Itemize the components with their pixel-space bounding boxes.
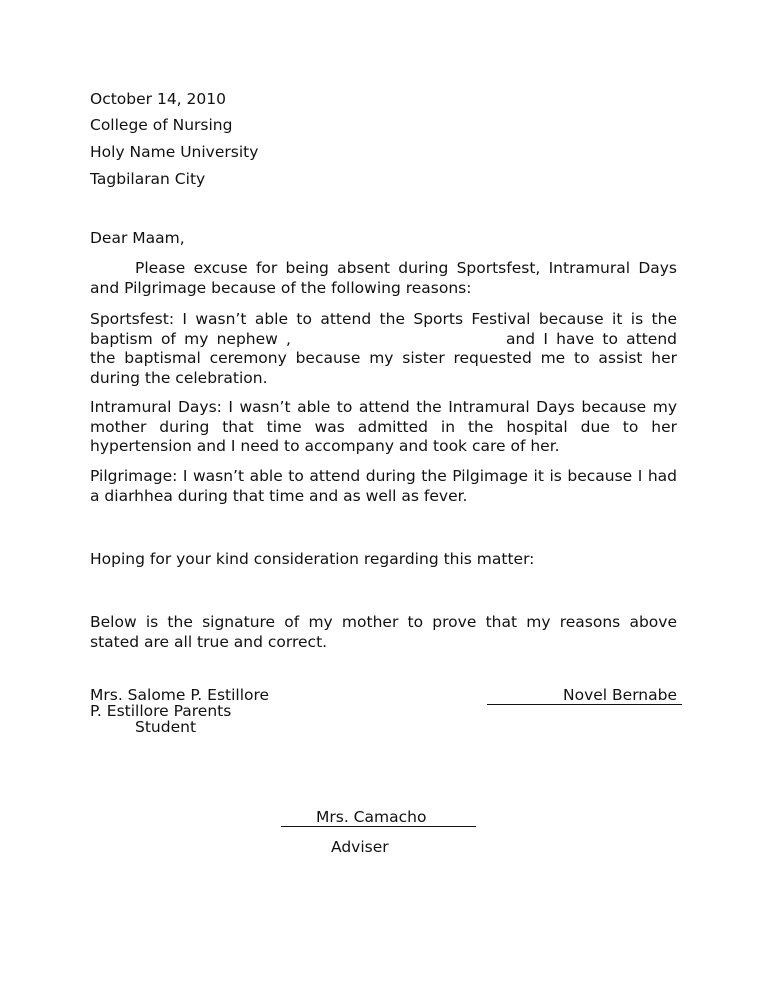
adviser-role: Adviser bbox=[331, 838, 389, 856]
intro-paragraph: Please excuse for being absent during Sportsfest, Intramural Days and Pilgrimage because of the following reasons: bbox=[90, 259, 677, 297]
city-name: Tagbilaran City bbox=[90, 170, 206, 188]
sportsfest-paragraph bbox=[90, 310, 677, 388]
adviser-name: Mrs. Camacho bbox=[316, 808, 427, 826]
salutation: Dear Maam, bbox=[90, 229, 185, 247]
signature-note-paragraph: Below is the signature of my mother to prove that my reasons above stated are all true and correct. bbox=[90, 613, 677, 651]
parent-role: P. Estillore Parents bbox=[90, 702, 232, 720]
university-name: Holy Name University bbox=[90, 143, 259, 161]
sportsfest-text-part2: and I have to attend the baptismal ceremony because my sister requested me to assist her during the celebration. bbox=[90, 329, 677, 387]
parent-name: Mrs. Salome P. Estillore bbox=[90, 686, 270, 704]
student-role: Student bbox=[135, 718, 197, 736]
pilgrimage-paragraph: Pilgrimage: I wasn’t able to attend during the Pilgimage it is because I had a diarhhea during that time and as well as fever. bbox=[90, 467, 677, 505]
hoping-paragraph: Hoping for your kind consideration regarding this matter: bbox=[90, 550, 535, 568]
letter-date: October 14, 2010 bbox=[90, 90, 226, 108]
student-signature-line bbox=[487, 704, 682, 705]
adviser-signature-line bbox=[281, 826, 476, 827]
intramural-paragraph: Intramural Days: I wasn’t able to attend the Intramural Days because my mother during that time was admitted in the hospital due to her hypertension and I need to accompany and took care of her. bbox=[90, 398, 677, 455]
college-name: College of Nursing bbox=[90, 116, 233, 134]
student-name: Novel Bernabe bbox=[563, 686, 677, 704]
sportsfest-text-part1: Sportsfest: I wasn’t able to attend the Sports Festival because it is the baptism of my nephew , bbox=[90, 310, 677, 348]
